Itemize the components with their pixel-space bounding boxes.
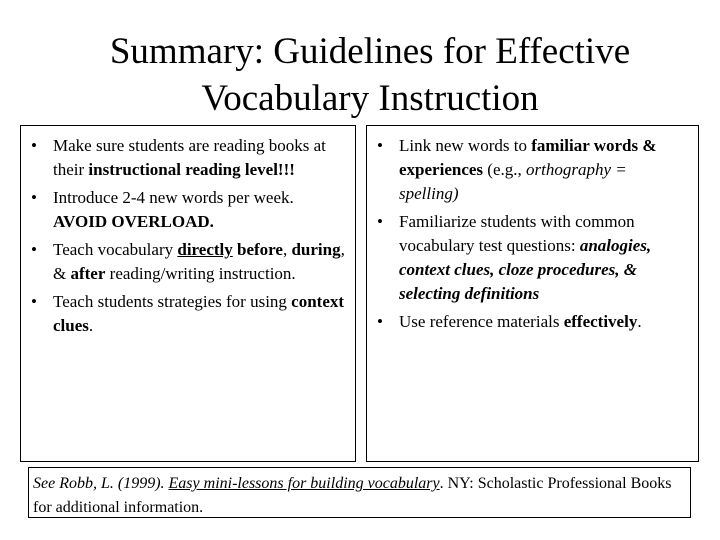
bullet-icon: • (31, 292, 37, 311)
slide-title (20, 28, 720, 122)
left-bullet-list (25, 134, 347, 338)
item-italic: orthography = spelling) (399, 160, 627, 203)
reference-text: See Robb, L. (1999). (33, 475, 169, 492)
bullet-icon: • (31, 136, 37, 155)
left-guidelines-box (20, 125, 356, 462)
title-line-2: Vocabulary Instruction (201, 78, 539, 119)
list-item (25, 290, 347, 338)
item-text: reading/writing instruction. (105, 264, 296, 283)
item-emphasis-directly: directly (177, 240, 233, 259)
right-bullet-list (371, 134, 690, 334)
item-emphasis-after: after (70, 264, 106, 283)
list-item (371, 210, 690, 306)
reference-book-title: Easy mini-lessons for building vocabulary (168, 475, 440, 492)
item-emphasis: context clues (53, 292, 345, 335)
item-text: (e.g., (483, 160, 526, 179)
list-item (25, 186, 347, 234)
bullet-icon: • (377, 136, 383, 155)
bullet-icon: • (377, 212, 383, 231)
item-text: Make sure students are reading books at their (53, 136, 326, 179)
item-text: , (282, 240, 292, 259)
item-text: . (88, 316, 94, 335)
item-emphasis-italic: analogies, context clues, cloze procedures, & selecting definitions (399, 236, 652, 303)
bullet-icon: • (377, 312, 383, 331)
item-emphasis: effectively (563, 312, 638, 331)
item-text: Teach students strategies for using (53, 292, 292, 311)
item-text: Teach vocabulary (53, 240, 178, 259)
title-line-1: Summary: Guidelines for Effective (109, 31, 631, 72)
list-item (25, 238, 347, 286)
reference-text: . NY: Scholastic Professional Books for additional information. (33, 475, 672, 516)
item-text: , & (53, 240, 345, 283)
item-emphasis: familiar words & experiences (399, 136, 657, 179)
item-text: Introduce 2-4 new words per week. (53, 188, 294, 207)
item-emphasis: instructional reading level!!! (88, 160, 295, 179)
bullet-icon: • (31, 240, 37, 259)
list-item (25, 134, 347, 182)
right-guidelines-box (366, 125, 699, 462)
item-emphasis-before: before (237, 240, 283, 259)
item-text: Familiarize students with common vocabulary test questions: (399, 212, 635, 255)
item-emphasis: AVOID OVERLOAD. (53, 212, 214, 231)
item-emphasis-during: during (291, 240, 341, 259)
item-text: Use reference materials (399, 312, 564, 331)
list-item (371, 310, 690, 334)
item-text: . (637, 312, 642, 331)
item-text: Link new words to (399, 136, 532, 155)
bullet-icon: • (31, 188, 37, 207)
list-item (371, 134, 690, 206)
reference-box (28, 467, 691, 518)
